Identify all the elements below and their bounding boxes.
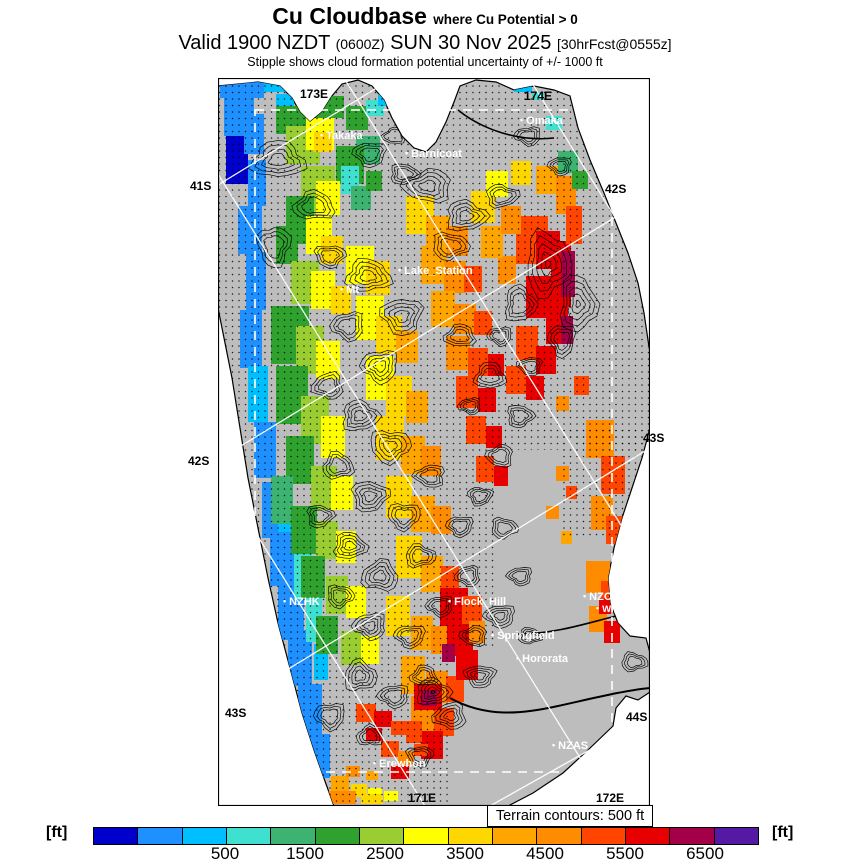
stipple-note: Stipple shows cloud formation potential uncertainty of +/- 1000 ft — [247, 55, 603, 70]
valid-zulu: (0600Z) — [335, 36, 385, 53]
place-label-mt: • Mt — [340, 284, 359, 296]
graticule-label-43s: 43S — [643, 431, 665, 445]
place-dot: • — [340, 284, 344, 294]
colorbar-tick-500: 500 — [210, 844, 240, 863]
colorbar-segment — [270, 828, 314, 844]
place-label-nzch: • NZCH — [583, 591, 620, 603]
colorbar-tick-2500: 2500 — [366, 844, 404, 863]
graticule-label-42s: 42S — [188, 454, 210, 468]
place-dot: • — [520, 115, 524, 125]
valid-time: Valid 1900 NZDT — [178, 32, 331, 55]
colorbar-segment — [714, 828, 758, 844]
colorbar-tick-5500: 5500 — [606, 844, 644, 863]
colorbar-segment — [492, 828, 536, 844]
colorbar-tick-4500: 4500 — [526, 844, 564, 863]
colorbar-segment — [581, 828, 625, 844]
place-label-erewhon: • Erewhon — [373, 758, 426, 770]
colorbar-segment — [182, 828, 226, 844]
colorbar-tick-3500: 3500 — [446, 844, 484, 863]
graticule-label-174e: 174E — [524, 89, 553, 103]
place-label-omaka: • Omaka — [520, 115, 563, 127]
graticule-label-41s: 41S — [190, 179, 212, 193]
valid-date: SUN 30 Nov 2025 — [390, 32, 552, 55]
colorbar-segment — [448, 828, 492, 844]
header — [0, 0, 850, 70]
colorbar-segment — [359, 828, 403, 844]
colorbar-tick-6500: 6500 — [686, 844, 724, 863]
place-label-hororata: • Hororata — [516, 653, 568, 665]
page-title — [0, 4, 850, 29]
place-dot: • — [491, 630, 495, 640]
graticule-label-171e: 171E — [408, 791, 437, 805]
colorbar-unit-right: [ft] — [772, 824, 794, 841]
colorbar-segment — [137, 828, 181, 844]
place-dot: • — [398, 265, 402, 275]
place-dot: • — [448, 596, 452, 606]
valid-line — [0, 32, 850, 54]
place-label-wigram: • Wigram — [596, 603, 637, 615]
place-dot: • — [320, 130, 324, 140]
colorbar-ticks — [0, 844, 850, 863]
map-canvas[interactable] — [218, 78, 650, 806]
colorbar-segment — [226, 828, 270, 844]
colorbar-segment — [625, 828, 669, 844]
colorbar-segment — [94, 828, 137, 844]
graticule-label-44s: 44S — [626, 710, 648, 724]
cloudbase-colorbar — [93, 827, 759, 845]
forecast-run: [30hrFcst@0555z] — [556, 36, 672, 53]
graticule-label-172e: 172E — [596, 791, 625, 805]
colorbar-segment — [536, 828, 580, 844]
place-label-lake_station: • Lake_Station — [398, 265, 473, 277]
terrain-contours-note: Terrain contours: 500 ft — [487, 805, 653, 827]
place-label-nzas: • NZAS — [552, 740, 589, 752]
place-dot: • — [405, 148, 409, 158]
forecast-map[interactable] — [188, 78, 665, 806]
colorbar-segment — [315, 828, 359, 844]
place-dot: • — [516, 653, 520, 663]
place-label-springfield: • Springfield — [491, 630, 555, 642]
place-dot: • — [552, 740, 556, 750]
graticule-label-173e: 173E — [300, 87, 329, 101]
title-condition: where Cu Potential > 0 — [433, 12, 578, 27]
place-dot: • — [283, 596, 287, 606]
place-dot: • — [373, 758, 377, 768]
place-label-barnicoat: • Barnicoat — [405, 148, 462, 160]
colorbar-segment — [669, 828, 713, 844]
place-label-flock_hill: • Flock_Hill — [448, 596, 507, 608]
graticule-label-43s: 43S — [225, 706, 247, 720]
colorbar-unit-left: [ft] — [46, 824, 68, 841]
colorbar-tick-1500: 1500 — [286, 844, 324, 863]
place-label-takaka: • Takaka — [320, 130, 363, 142]
place-dot: • — [583, 591, 587, 601]
place-dot: • — [596, 603, 600, 613]
place-label-nzhk: • NZHK — [283, 596, 320, 608]
graticule-label-42s: 42S — [605, 182, 627, 196]
colorbar-segment — [403, 828, 447, 844]
title-main: Cu Cloudbase — [272, 3, 427, 29]
